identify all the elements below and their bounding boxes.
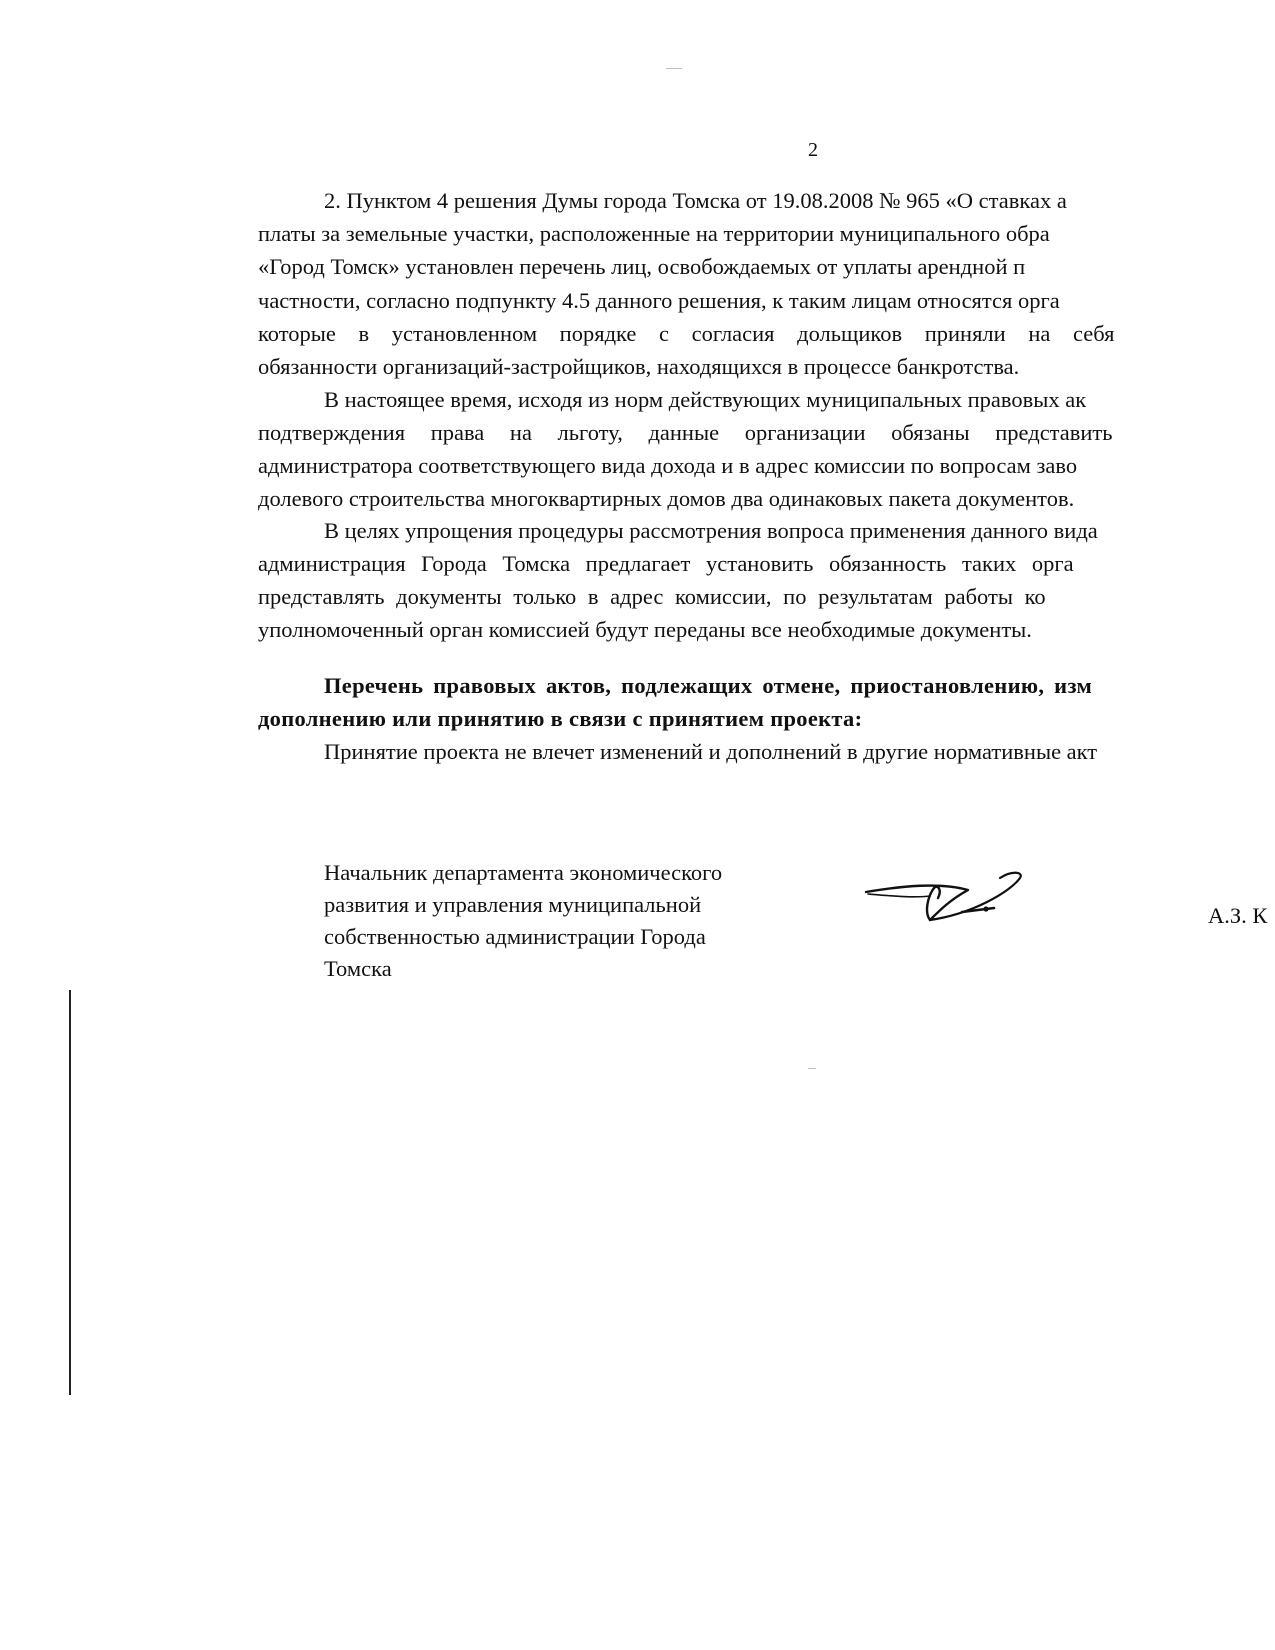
paragraph-line: В целях упрощения процедуры рассмотрения вопроса применения данного вида <box>324 518 1098 543</box>
signatory-title-line: собственностью администрации Города <box>324 924 706 949</box>
handwritten-signature <box>862 862 1044 926</box>
scan-speck <box>666 68 682 69</box>
signatory-title-line: развития и управления муниципальной <box>324 892 702 917</box>
paragraph-line: платы за земельные участки, расположенные на территории муниципального обра <box>258 221 1050 246</box>
paragraph-line: которые в установленном порядке с согласия дольщиков приняли на себя <box>258 321 1115 346</box>
scan-speck <box>808 1068 816 1069</box>
conclusion-line: Принятие проекта не влечет изменений и дополнений в другие нормативные акт <box>324 739 1098 764</box>
paragraph-line: администрация Города Томска предлагает установить обязанность таких орга <box>258 551 1074 576</box>
paragraph-line: представлять документы только в адрес комиссии, по результатам работы ко <box>258 584 1046 609</box>
section-heading-line: дополнению или принятию в связи с принятием проекта: <box>258 706 863 731</box>
paragraph-line: уполномоченный орган комиссией будут переданы все необходимые документы. <box>258 617 1032 642</box>
signatory-name: А.З. К <box>1208 903 1268 928</box>
paragraph-line: 2. Пунктом 4 решения Думы города Томска от 19.08.2008 № 965 «О ставках а <box>324 188 1067 213</box>
paragraph-line: обязанности организаций-застройщиков, находящихся в процессе банкротства. <box>258 354 1020 379</box>
paragraph-line: подтверждения права на льготу, данные организации обязаны представить <box>258 420 1113 445</box>
paragraph-line: частности, согласно подпункту 4.5 данного решения, к таким лицам относятся орга <box>258 288 1060 313</box>
paragraph-line: В настоящее время, исходя из норм действующих муниципальных правовых ак <box>324 387 1087 412</box>
scan-edge-line <box>69 990 71 1395</box>
signatory-title-line: Томска <box>324 956 392 981</box>
paragraph-line: «Город Томск» установлен перечень лиц, освобождаемых от уплаты арендной п <box>258 254 1026 279</box>
page-number: 2 <box>808 139 818 161</box>
signatory-title-line: Начальник департамента экономического <box>324 860 723 885</box>
section-heading-line: Перечень правовых актов, подлежащих отмене, приостановлению, изм <box>324 673 1093 698</box>
paragraph-line: долевого строительства многоквартирных домов два одинаковых пакета документов. <box>258 486 1075 511</box>
paragraph-line: администратора соответствующего вида дохода и в адрес комиссии по вопросам заво <box>258 453 1078 478</box>
